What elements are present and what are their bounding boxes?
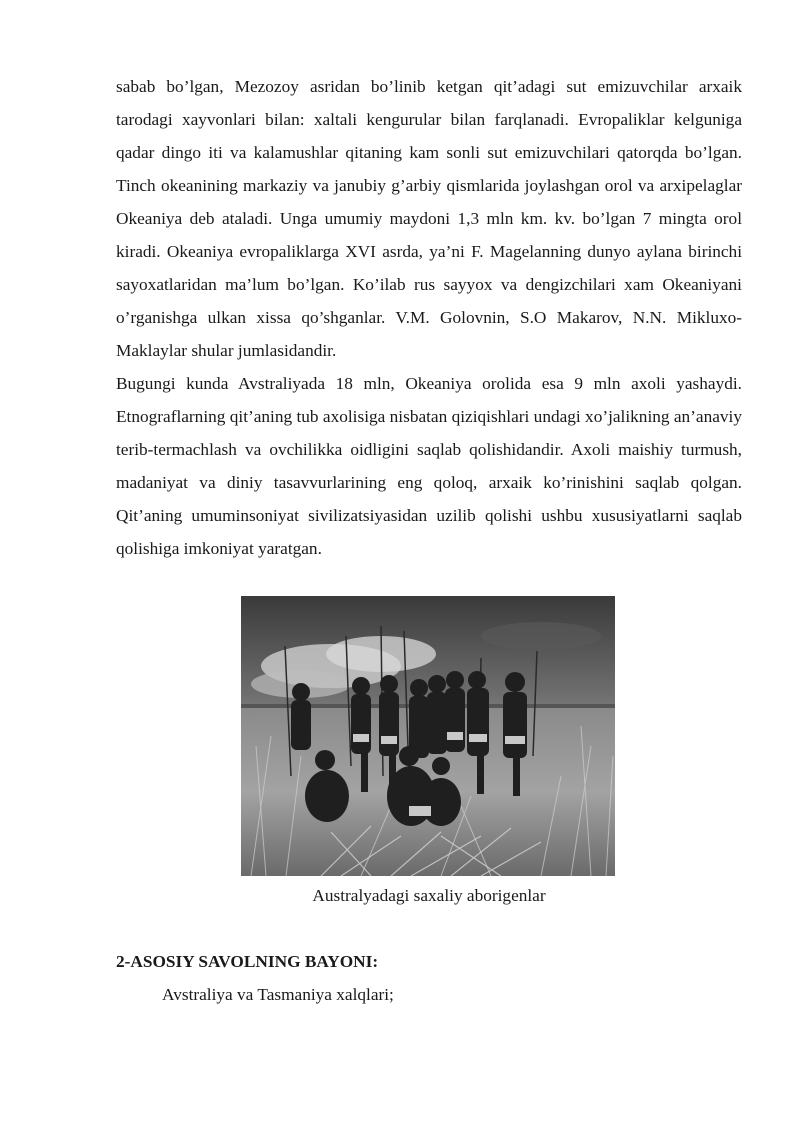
paragraph-2: Bugungi kunda Avstraliyada 18 mln, Okeaniya orolida esa 9 mln axoli yashaydi. Etnograflarning qit’aning tub axolisiga nisbatan qiziqishlari undagi xo’jalikning an’anaviy terib-termachlash va ovchilikka oidligini saqlab qolishidandir. Axoli maishiy turmush, madaniyat va diniy tasavvurlarining eng qoloq, arxaik ko’rinishini saqlab qolgan. Qit’aning umuminsoniyat sivilizatsiyasidan uzilib qolishi ushbu xususiyatlarni saqlab qolishiga imkoniyat yaratgan. — [116, 374, 742, 558]
figure-caption: Australyadagi saxaliy aborigenlar — [312, 886, 546, 905]
section-heading: 2-ASOSIY SAVOLNING BAYONI: — [116, 952, 379, 971]
body-text — [116, 70, 742, 565]
section-subtopic: Avstraliya va Tasmaniya xalqlari; — [162, 985, 394, 1004]
photo-illustration — [241, 596, 615, 876]
aborigines-photo — [241, 596, 615, 876]
paragraph-1: sabab bo’lgan, Mezozoy asridan bo’linib ketgan qit’adagi sut emizuvchilar arxaik tarodagi xayvonlari bilan: xaltali kengurular bilan farqlanadi. Evropaliklar kelguniga qadar dingo iti va kalamushlar qitaning kam sonli sut emizuvchilari qatorqda bo’lgan. Tinch okeanining markaziy va janubiy g’arbiy qismlarida joylashgan orol va arxipelaglar Okeaniya deb ataladi. Unga umumiy maydoni 1,3 mln km. kv. bo’lgan 7 mingta orol kiradi. Okeaniya evropaliklarga XVI asrda, ya’ni F. Magelanning dunyo aylana birinchi sayoxatlaridan ma’lum bo’lgan. Ko’ilab rus sayyox va dengizchilari xam Okeaniyani o’rganishga ulkan xissa qo’shganlar. V.M. Golovnin, S.O Makarov, N.N. Mikluxo-Maklaylar shular jumlasidandir. — [116, 77, 742, 360]
